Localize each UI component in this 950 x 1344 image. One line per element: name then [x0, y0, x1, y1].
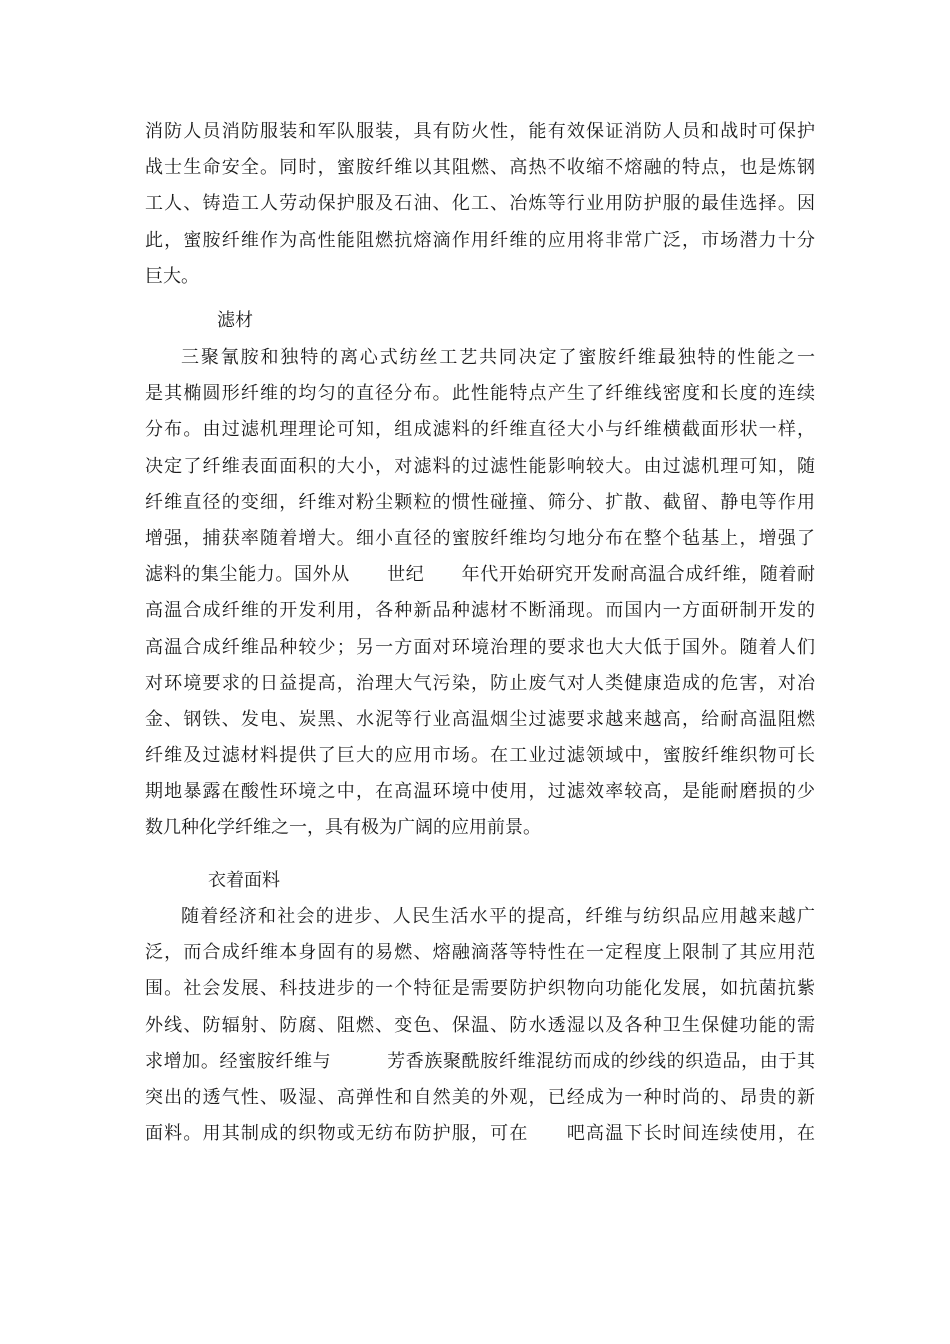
filter-section [145, 303, 815, 339]
paragraph-line: 分布。由过滤机理理论可知，组成滤料的纤维直径大小与纤维横截面形状一样， [145, 419, 815, 441]
paragraph-line: 随着经济和社会的进步、人民生活水平的提高，纤维与纺织品应用越来越广 [181, 906, 815, 927]
paragraph-line: 突出的透气性、吸湿、高弹性和自然美的外观，已经成为一种时尚的、昂贵的新 [145, 1086, 815, 1108]
paragraph-line: 高温合成纤维的开发利用，各种新品种滤材不断涌现。而国内一方面研制开发的 [145, 600, 815, 622]
paragraph-line: 对环境要求的日益提高，治理大气污染，防止废气对人类健康造成的危害，对冶 [145, 672, 815, 694]
section-heading-filter: 滤材 [217, 310, 253, 331]
fabric-section [145, 863, 815, 899]
paragraph-line: 纤维及过滤材料提供了巨大的应用市场。在工业过滤领域中，蜜胺纤维织物可长 [145, 745, 815, 767]
paragraph-line: 外线、防辐射、防腐、阻燃、变色、保温、防水透湿以及各种卫生保健功能的需 [145, 1014, 815, 1036]
filter-paragraph [145, 340, 815, 847]
fabric-paragraph [145, 899, 815, 1152]
paragraph-line: 求增加。经蜜胺纤维与 芳香族聚酰胺纤维混纺而成的纱线的织造品，由于其 [145, 1050, 815, 1072]
paragraph-line: 高温合成纤维品种较少；另一方面对环境治理的要求也大大低于国外。随着人们 [145, 636, 815, 658]
paragraph-line: 泛，而合成纤维本身固有的易燃、熔融滴落等特性在一定程度上限制了其应用范 [145, 942, 815, 964]
paragraph-line: 工人、铸造工人劳动保护服及石油、化工、冶炼等行业用防护服的最佳选择。因 [145, 193, 815, 215]
paragraph-line: 此，蜜胺纤维作为高性能阻燃抗熔滴作用纤维的应用将非常广泛，市场潜力十分 [145, 229, 815, 251]
paragraph-line: 数几种化学纤维之一，具有极为广阔的应用前景。 [145, 817, 541, 839]
intro-paragraph [145, 114, 815, 295]
paragraph-line: 面料。用其制成的织物或无纺布防护服，可在 吧高温下长时间连续使用，在 [145, 1123, 815, 1145]
paragraph-line: 战士生命安全。同时，蜜胺纤维以其阻燃、高热不收缩不熔融的特点，也是炼钢 [145, 157, 815, 179]
paragraph-line: 金、钢铁、发电、炭黑、水泥等行业高温烟尘过滤要求越来越高，给耐高温阻燃 [145, 708, 815, 730]
paragraph-line: 滤料的集尘能力。国外从 世纪 年代开始研究开发耐高温合成纤维，随着耐 [145, 564, 815, 586]
paragraph-line: 期地暴露在酸性环境之中，在高温环境中使用，过滤效率较高，是能耐磨损的少 [145, 781, 815, 803]
paragraph-line: 是其椭圆形纤维的均匀的直径分布。此性能特点产生了纤维线密度和长度的连续 [145, 383, 815, 405]
paragraph-line: 决定了纤维表面面积的大小，对滤料的过滤性能影响较大。由过滤机理可知，随 [145, 455, 815, 477]
paragraph-line: 消防人员消防服装和军队服装，具有防火性，能有效保证消防人员和战时可保护 [145, 121, 815, 142]
paragraph-line: 围。社会发展、科技进步的一个特征是需要防护织物向功能化发展，如抗菌抗紫 [145, 978, 815, 1000]
section-heading-fabric: 衣着面料 [208, 870, 280, 891]
paragraph-line: 增强，捕获率随着增大。细小直径的蜜胺纤维均匀地分布在整个毡基上，增强了 [145, 527, 815, 549]
paragraph-line: 纤维直径的变细，纤维对粉尘颗粒的惯性碰撞、筛分、扩散、截留、静电等作用 [145, 491, 815, 513]
paragraph-line: 三聚氰胺和独特的离心式纺丝工艺共同决定了蜜胺纤维最独特的性能之一 [181, 347, 815, 368]
paragraph-line: 巨大。 [145, 265, 199, 287]
